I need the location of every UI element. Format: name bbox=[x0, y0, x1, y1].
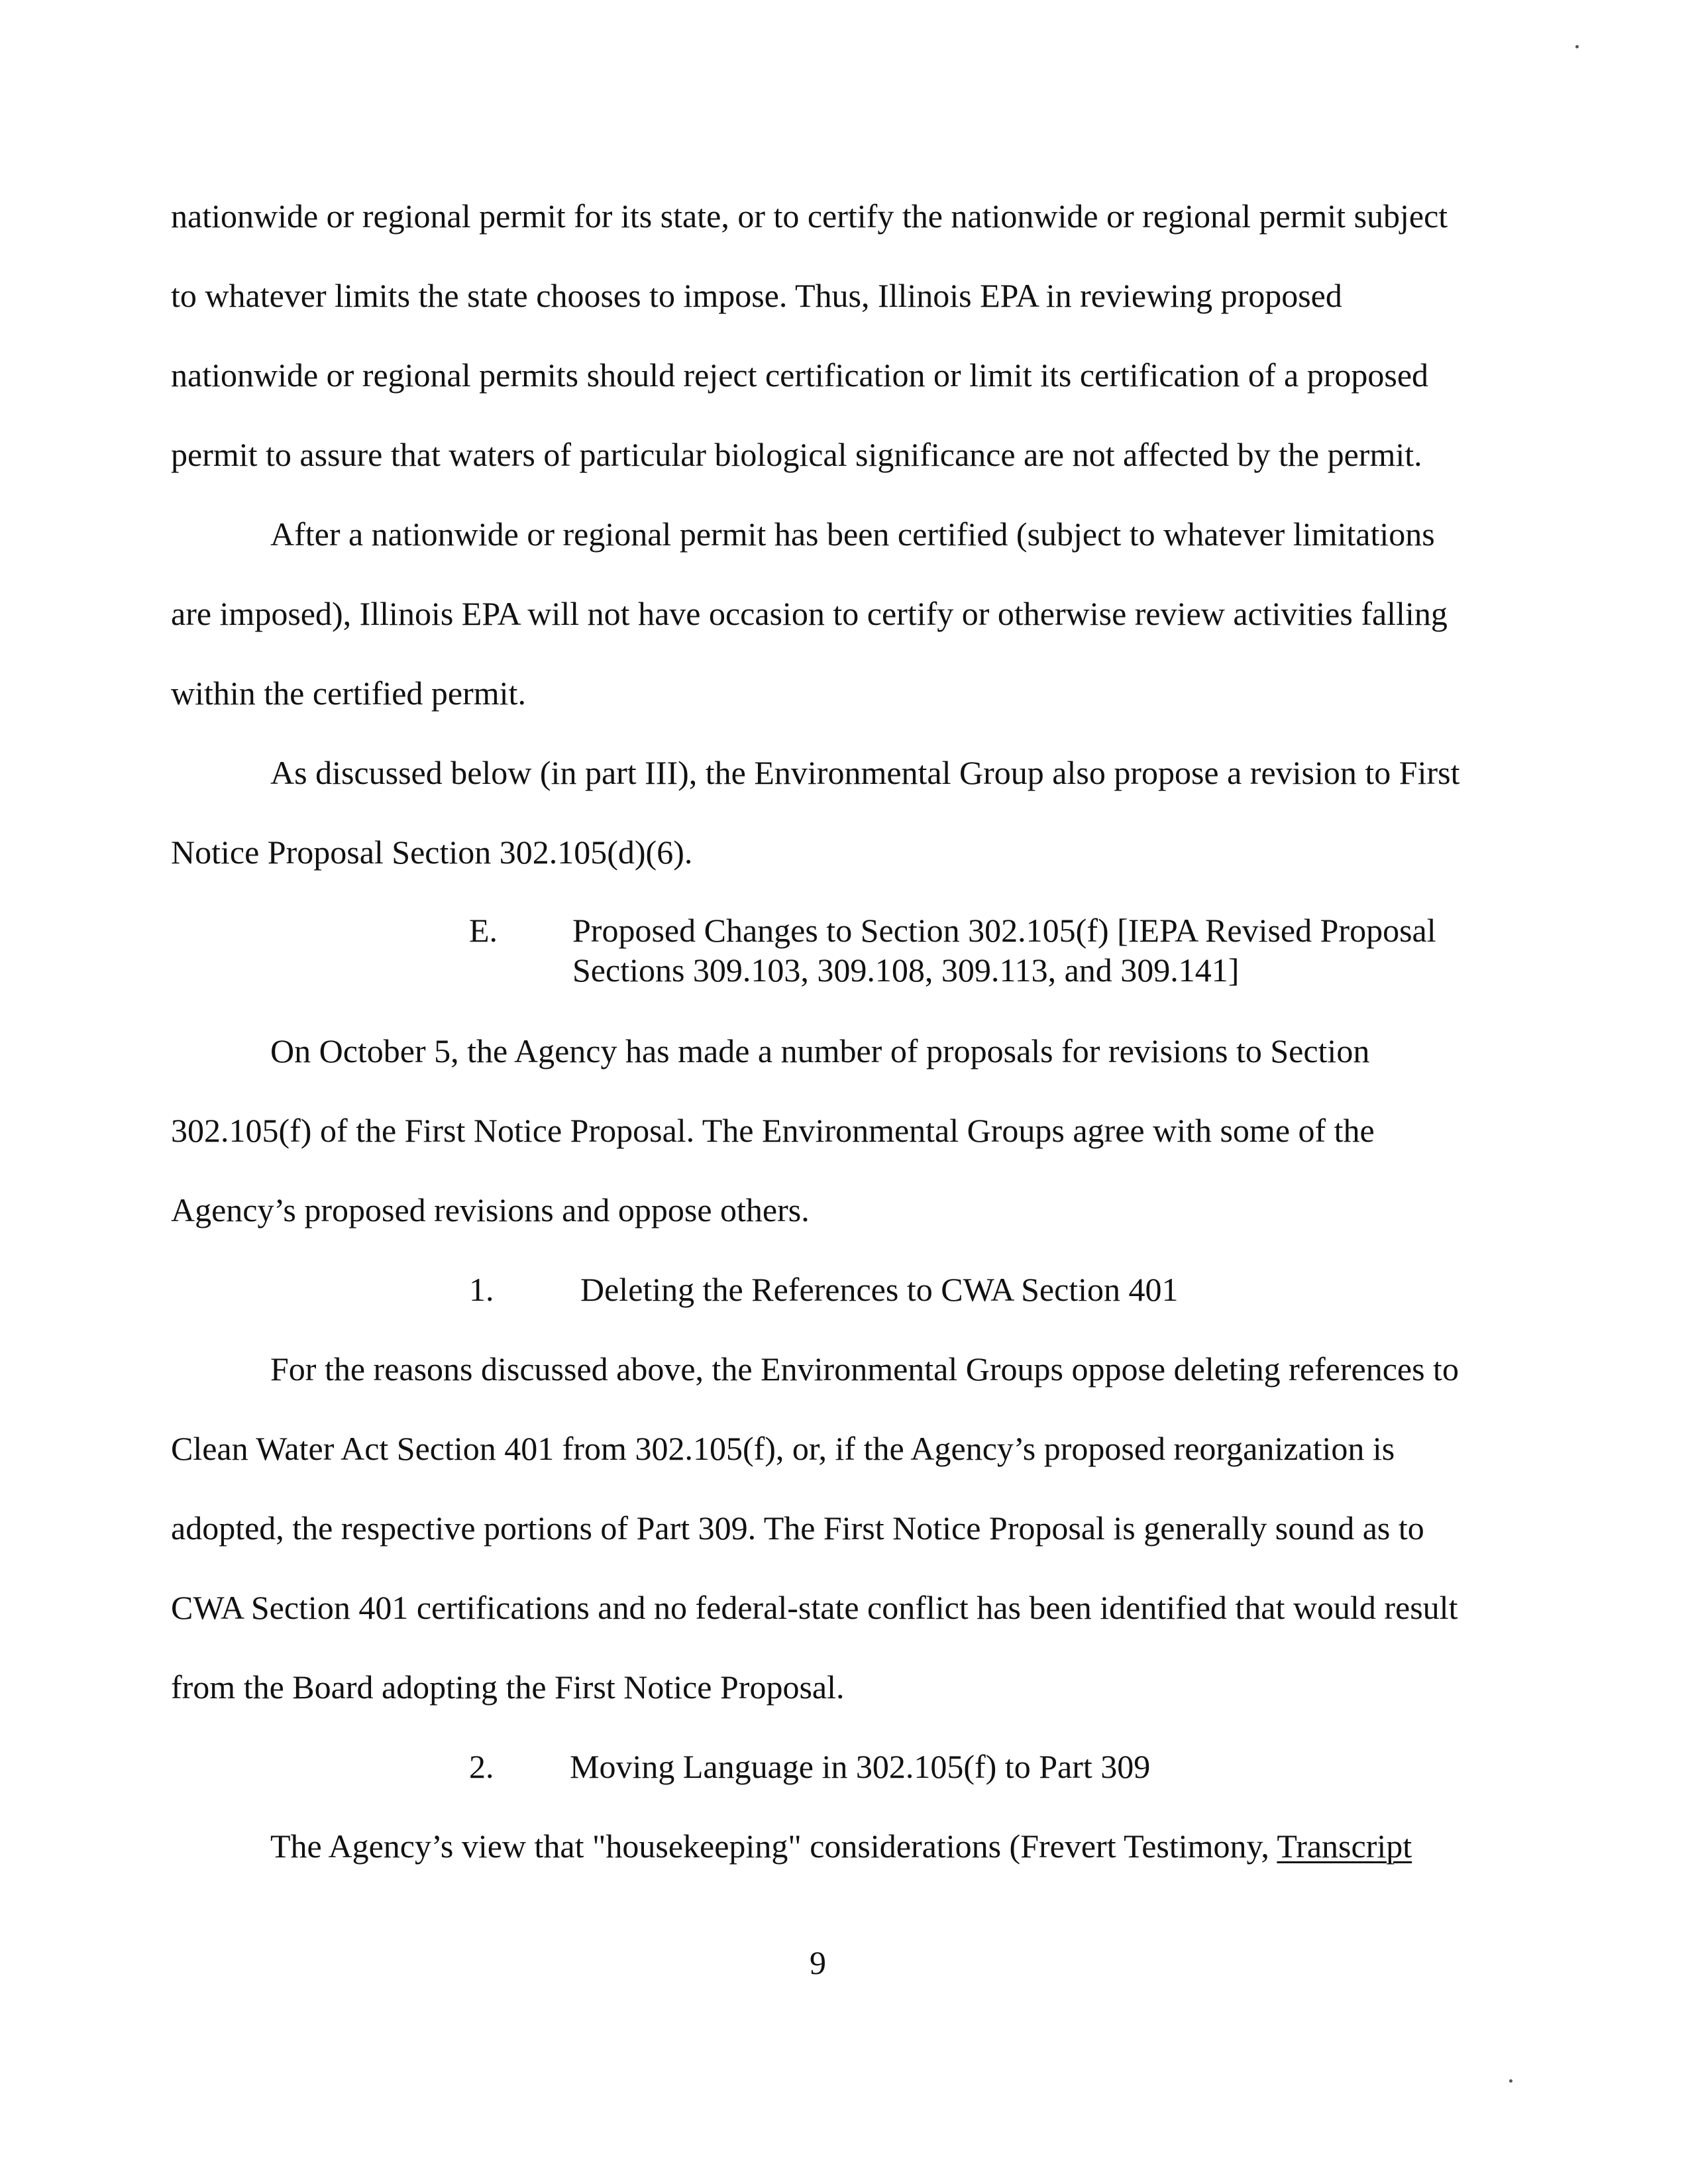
text-line: nationwide or regional permit for its state, or to certify the nationwide or regional permit subject bbox=[171, 197, 1448, 235]
text-line: As discussed below (in part III), the Environmental Group also propose a revision to First bbox=[270, 754, 1460, 791]
text-line: Notice Proposal Section 302.105(d)(6). bbox=[171, 834, 693, 871]
text-line bbox=[270, 1826, 1412, 1866]
text-line: After a nationwide or regional permit has been certified (subject to whatever limitations bbox=[270, 516, 1435, 553]
text-line: Clean Water Act Section 401 from 302.105(f), or, if the Agency’s proposed reorganization is bbox=[171, 1430, 1395, 1467]
section-title-line: Sections 309.103, 309.108, 309.113, and 309.141] bbox=[572, 952, 1240, 989]
section-number: E. bbox=[469, 912, 498, 949]
subsection-number: 2. bbox=[469, 1748, 494, 1785]
page-number: 9 bbox=[810, 1944, 826, 1981]
text-line: nationwide or regional permits should reject certification or limit its certification of a proposed bbox=[171, 356, 1429, 394]
transcript-citation: Transcript bbox=[1277, 1828, 1412, 1865]
text-line: to whatever limits the state chooses to impose. Thus, Illinois EPA in reviewing proposed bbox=[171, 277, 1342, 314]
subsection-title: Moving Language in 302.105(f) to Part 309 bbox=[570, 1748, 1151, 1785]
text-segment: The Agency’s view that "housekeeping" considerations (Frevert Testimony, bbox=[270, 1828, 1277, 1865]
text-line: CWA Section 401 certifications and no federal-state conflict has been identified that would result bbox=[171, 1589, 1458, 1626]
scan-speck bbox=[1575, 45, 1579, 48]
text-line: Agency’s proposed revisions and oppose others. bbox=[171, 1191, 810, 1228]
text-line: within the certified permit. bbox=[171, 675, 526, 712]
text-line: permit to assure that waters of particular biological significance are not affected by the permit. bbox=[171, 436, 1422, 473]
text-line: For the reasons discussed above, the Environmental Groups oppose deleting references to bbox=[270, 1350, 1459, 1388]
text-line: adopted, the respective portions of Part 309. The First Notice Proposal is generally sound as to bbox=[171, 1509, 1424, 1547]
text-line: from the Board adopting the First Notice Proposal. bbox=[171, 1668, 845, 1706]
scan-speck bbox=[1509, 2079, 1512, 2083]
text-line: On October 5, the Agency has made a number of proposals for revisions to Section bbox=[270, 1032, 1370, 1069]
text-line: are imposed), Illinois EPA will not have occasion to certify or otherwise review activities falling bbox=[171, 595, 1448, 632]
subsection-number: 1. bbox=[469, 1271, 494, 1308]
subsection-title: Deleting the References to CWA Section 401 bbox=[580, 1271, 1179, 1308]
text-line: 302.105(f) of the First Notice Proposal. The Environmental Groups agree with some of the bbox=[171, 1112, 1375, 1149]
section-title-line: Proposed Changes to Section 302.105(f) [IEPA Revised Proposal bbox=[572, 912, 1436, 949]
